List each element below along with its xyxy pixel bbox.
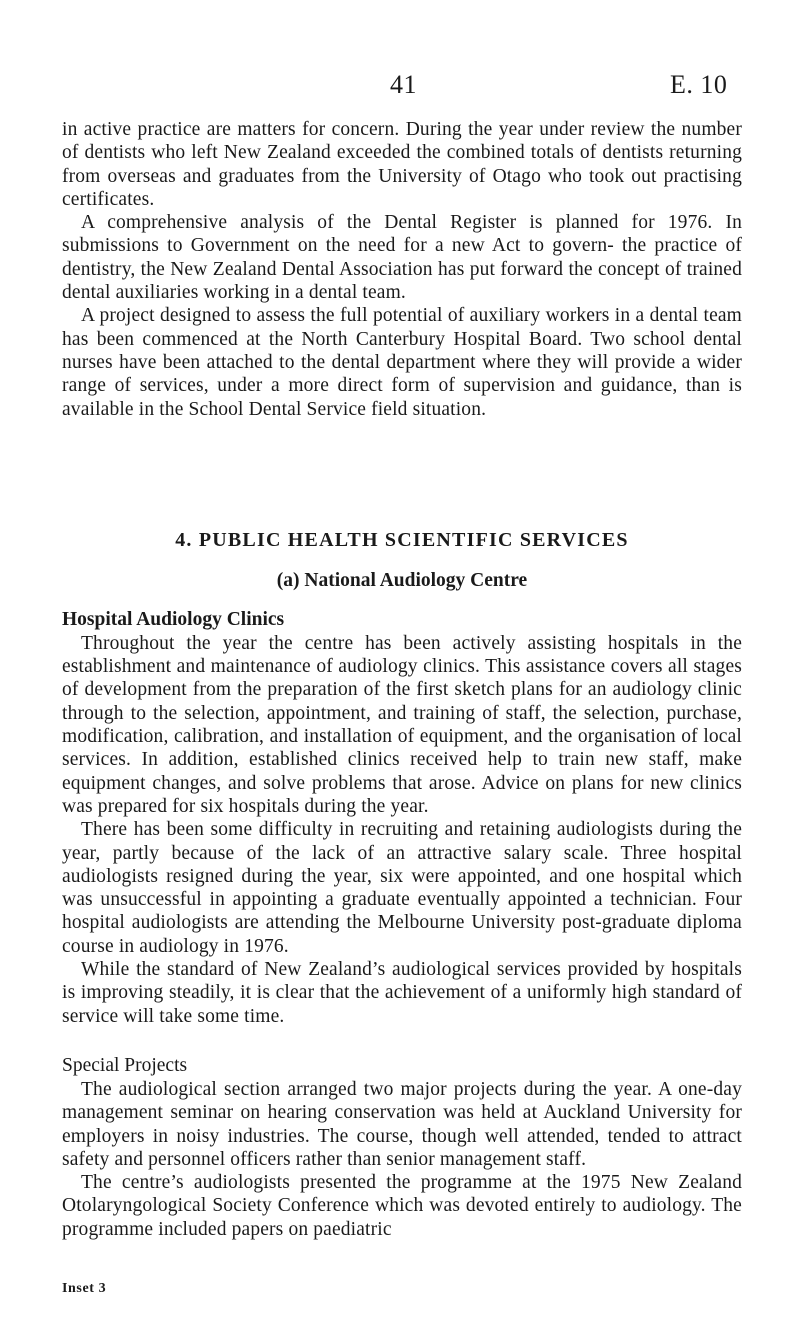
hospital-clinics-paragraph-1: Throughout the year the centre has been actively assisting hospitals in the establishment and maintenance of audiology clinics. This assistance covers all stages of development from the preparation of the first sketch plans for an audiology clinic through to the selection, appointment, and training of staff, the selection, purchase, modification, calibration, and installation of equipment, and the organisation of local services. In addition, established clinics received help to train new staff, make equipment changes, and solve problems that arose. Advice on plans for new clinics was prepared for six hospitals during the year.	[62, 632, 742, 817]
special-projects-paragraph-1: The audiological section arranged two major projects during the year. A one-day management seminar on hearing conservation was held at Auckland University for employers in noisy industries. The course, though well attended, tended to attract safety and personnel officers rather than senior management staff.	[62, 1078, 742, 1170]
intro-paragraph-3: A project designed to assess the full potential of auxiliary workers in a dental team has been commenced at the North Canterbury Hospital Board. Two school dental nurses have been attached to the dental department where they will provide a wider range of services, under a more direct form of supervision and guidance, than is available in the School Dental Service field situation.	[62, 305, 742, 420]
inset-label: Inset 3	[62, 1281, 107, 1296]
document-reference: E. 10	[670, 70, 728, 99]
hospital-clinics-paragraph-2: There has been some difficulty in recruiting and retaining audiologists during the year, partly because of the lack of an attractive salary scale. Three hospital audiologists resigned during the year, six were appointed, and one hospital which was unsuccessful in appointing a graduate eventually appointed a technician. Four hospital audiologists are attending the Melbourne University post-graduate diploma course in audiology in 1976.	[62, 819, 742, 957]
intro-paragraph-2: A comprehensive analysis of the Dental Register is planned for 1976. In submissions to Government on the need for a new Act to govern- the practice of dentistry, the New Zealand Dental Association has put forward the concept of trained dental auxiliaries working in a dental team.	[62, 212, 742, 304]
section-title: 4. PUBLIC HEALTH SCIENTIFIC SERVICES	[175, 528, 629, 551]
page-number: 41	[390, 70, 417, 99]
hospital-clinics-heading: Hospital Audiology Clinics	[62, 608, 285, 630]
special-projects-paragraph-2: The centre’s audiologists presented the programme at the 1975 New Zealand Otolaryngological Society Conference which was devoted entirely to audiology. The programme included papers on paediatric	[62, 1172, 742, 1240]
page-header	[0, 70, 800, 104]
special-projects-heading: Special Projects	[62, 1054, 188, 1076]
section-subtitle: (a) National Audiology Centre	[276, 569, 528, 591]
intro-paragraph-1: in active practice are matters for concern. During the year under review the number of dentists who left New Zealand exceeded the combined totals of dentists returning from overseas and graduates from the University of Otago who took out practising certificates.	[62, 119, 742, 210]
hospital-clinics-paragraph-3: While the standard of New Zealand’s audiological services provided by hospitals is improving steadily, it is clear that the achievement of a uniformly high standard of service will take some time.	[62, 959, 742, 1027]
page-body	[62, 118, 742, 1241]
